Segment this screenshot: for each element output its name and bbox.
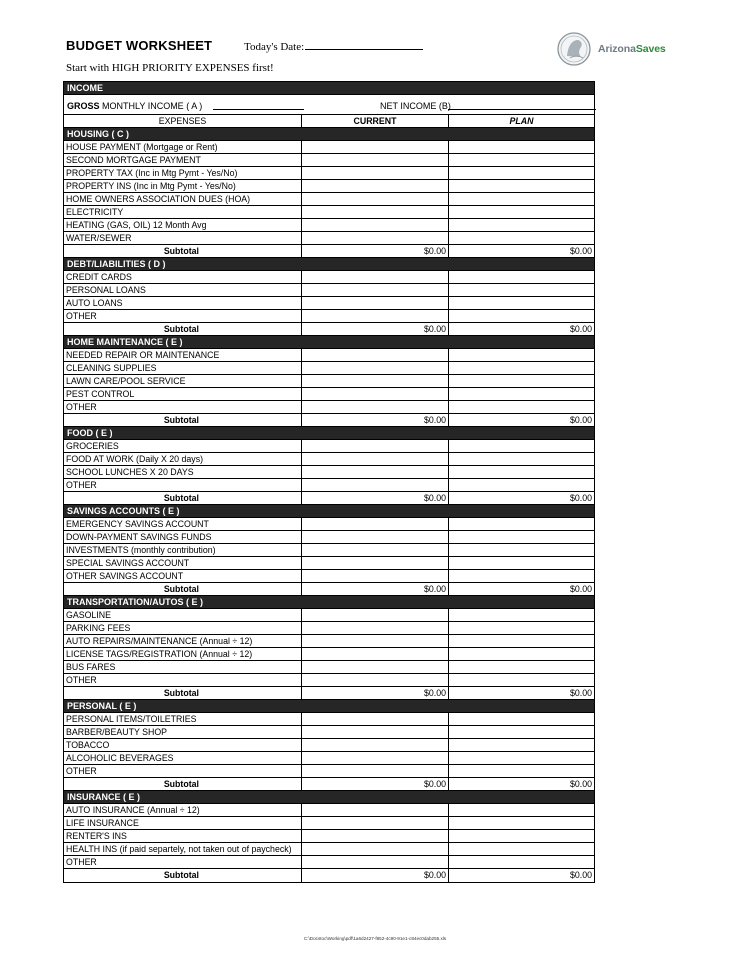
expense-row <box>64 752 594 765</box>
current-cell[interactable] <box>302 752 449 764</box>
plan-subtotal: $0.00 <box>569 688 592 698</box>
expense-row <box>64 765 594 778</box>
current-cell[interactable] <box>302 297 449 309</box>
expense-label: ELECTRICITY <box>64 206 302 218</box>
expense-label: HOUSE PAYMENT (Mortgage or Rent) <box>64 141 302 153</box>
plan-cell[interactable] <box>449 726 594 738</box>
plan-cell[interactable] <box>449 557 594 569</box>
expense-label: SECOND MORTGAGE PAYMENT <box>64 154 302 166</box>
expense-row <box>64 635 594 648</box>
current-cell[interactable] <box>302 388 449 400</box>
subtotal-row <box>64 869 594 882</box>
current-cell[interactable] <box>302 518 449 530</box>
current-subtotal: $0.00 <box>302 323 449 335</box>
current-cell[interactable] <box>302 830 449 842</box>
coin-icon <box>556 31 594 67</box>
plan-cell[interactable] <box>449 310 594 322</box>
expense-row <box>64 674 594 687</box>
subtotal-label: Subtotal <box>64 687 302 699</box>
section-header: FOOD ( E ) <box>64 427 594 440</box>
subtotal-row <box>64 245 594 258</box>
current-cell[interactable] <box>302 466 449 478</box>
expense-row <box>64 648 594 661</box>
expense-label: LICENSE TAGS/REGISTRATION (Annual ÷ 12) <box>64 648 302 660</box>
current-subtotal: $0.00 <box>302 414 449 426</box>
expense-row <box>64 622 594 635</box>
current-cell[interactable] <box>302 544 449 556</box>
current-subtotal: $0.00 <box>302 687 449 699</box>
plan-cell[interactable] <box>449 349 594 361</box>
logo-text: ArizonaSaves <box>598 43 666 55</box>
plan-cell[interactable] <box>449 440 594 452</box>
expense-label: LIFE INSURANCE <box>64 817 302 829</box>
current-cell[interactable] <box>302 661 449 673</box>
subtotal-row <box>64 583 594 596</box>
subtotal-label: Subtotal <box>64 245 302 257</box>
plan-cell[interactable] <box>449 453 594 465</box>
section-header: SAVINGS ACCOUNTS ( E ) <box>64 505 594 518</box>
budget-table <box>63 81 595 883</box>
expense-label: HEATING (GAS, OIL) 12 Month Avg <box>64 219 302 231</box>
expense-label: DOWN-PAYMENT SAVINGS FUNDS <box>64 531 302 543</box>
expense-row <box>64 440 594 453</box>
expense-row <box>64 804 594 817</box>
expense-row <box>64 167 594 180</box>
column-header-row <box>64 115 594 128</box>
expense-label: AUTO INSURANCE (Annual ÷ 12) <box>64 804 302 816</box>
plan-cell[interactable] <box>449 817 594 829</box>
current-cell[interactable] <box>302 843 449 855</box>
current-cell[interactable] <box>302 622 449 634</box>
plan-cell[interactable] <box>449 193 594 205</box>
current-subtotal: $0.00 <box>302 492 449 504</box>
expense-row <box>64 297 594 310</box>
expense-row <box>64 479 594 492</box>
current-cell[interactable] <box>302 219 449 231</box>
expense-row <box>64 193 594 206</box>
plan-cell[interactable] <box>449 830 594 842</box>
date-line[interactable] <box>305 40 423 50</box>
file-path-footer: C:\Docstoc\Working\pdf\1a6d2427-f852-4c90-91e1-c84ec0dab255.xls <box>303 936 447 941</box>
plan-cell[interactable] <box>449 219 594 231</box>
expense-label: INVESTMENTS (monthly contribution) <box>64 544 302 556</box>
current-cell[interactable] <box>302 154 449 166</box>
current-cell[interactable] <box>302 271 449 283</box>
subtotal-label: Subtotal <box>64 778 302 790</box>
expense-row <box>64 232 594 245</box>
current-cell[interactable] <box>302 804 449 816</box>
expense-row <box>64 375 594 388</box>
section-header: DEBT/LIABILITIES ( D ) <box>64 258 594 271</box>
expense-row <box>64 531 594 544</box>
expense-sections <box>64 128 594 882</box>
page-title: BUDGET WORKSHEET <box>66 38 213 53</box>
plan-cell[interactable] <box>449 167 594 179</box>
expense-label: OTHER <box>64 765 302 777</box>
current-cell[interactable] <box>302 557 449 569</box>
net-income-label: NET INCOME (B) <box>380 101 451 111</box>
expense-row <box>64 388 594 401</box>
plan-subtotal: $0.00 <box>569 324 592 334</box>
expense-row <box>64 180 594 193</box>
subtotal-label: Subtotal <box>64 323 302 335</box>
current-subtotal: $0.00 <box>302 869 449 882</box>
expense-row <box>64 609 594 622</box>
plan-subtotal: $0.00 <box>569 870 592 880</box>
expense-label: OTHER <box>64 479 302 491</box>
todays-date <box>244 40 423 53</box>
expense-label: AUTO REPAIRS/MAINTENANCE (Annual ÷ 12) <box>64 635 302 647</box>
expense-label: PROPERTY TAX (Inc in Mtg Pymt - Yes/No) <box>64 167 302 179</box>
current-cell[interactable] <box>302 310 449 322</box>
expense-row <box>64 401 594 414</box>
current-subtotal: $0.00 <box>302 245 449 257</box>
plan-subtotal: $0.00 <box>569 779 592 789</box>
plan-cell[interactable] <box>449 401 594 413</box>
expense-row <box>64 154 594 167</box>
plan-cell[interactable] <box>449 674 594 686</box>
plan-cell[interactable] <box>449 141 594 153</box>
expense-row <box>64 726 594 739</box>
plan-cell[interactable] <box>449 362 594 374</box>
plan-cell[interactable] <box>449 713 594 725</box>
plan-subtotal: $0.00 <box>569 584 592 594</box>
expense-row <box>64 271 594 284</box>
subtitle: Start with HIGH PRIORITY EXPENSES first! <box>66 62 274 74</box>
current-header: CURRENT <box>302 115 449 127</box>
current-cell[interactable] <box>302 193 449 205</box>
current-cell[interactable] <box>302 232 449 244</box>
expense-label: HEALTH INS (if paid separtely, not taken out of paycheck) <box>64 843 302 855</box>
current-cell[interactable] <box>302 648 449 660</box>
current-cell[interactable] <box>302 609 449 621</box>
section-header: TRANSPORTATION/AUTOS ( E ) <box>64 596 594 609</box>
expense-row <box>64 544 594 557</box>
expense-row <box>64 570 594 583</box>
expense-label: OTHER <box>64 401 302 413</box>
plan-cell[interactable] <box>449 765 594 777</box>
current-cell[interactable] <box>302 817 449 829</box>
subtotal-label: Subtotal <box>64 414 302 426</box>
plan-cell[interactable] <box>449 479 594 491</box>
expense-label: CREDIT CARDS <box>64 271 302 283</box>
current-cell[interactable] <box>302 375 449 387</box>
expense-row <box>64 206 594 219</box>
expense-label: LAWN CARE/POOL SERVICE <box>64 375 302 387</box>
plan-subtotal: $0.00 <box>569 415 592 425</box>
expense-label: OTHER <box>64 856 302 868</box>
expense-label: PROPERTY INS (Inc in Mtg Pymt - Yes/No) <box>64 180 302 192</box>
expense-label: CLEANING SUPPLIES <box>64 362 302 374</box>
plan-cell[interactable] <box>449 609 594 621</box>
current-cell[interactable] <box>302 206 449 218</box>
gross-income-field[interactable] <box>213 109 304 110</box>
expense-label: PERSONAL LOANS <box>64 284 302 296</box>
plan-subtotal: $0.00 <box>569 246 592 256</box>
expense-row <box>64 856 594 869</box>
plan-cell[interactable] <box>449 154 594 166</box>
expense-label: GROCERIES <box>64 440 302 452</box>
expense-row <box>64 284 594 297</box>
subtotal-row <box>64 323 594 336</box>
arizona-saves-logo <box>556 31 686 67</box>
plan-cell[interactable] <box>449 206 594 218</box>
expense-row <box>64 310 594 323</box>
subtotal-row <box>64 414 594 427</box>
current-cell[interactable] <box>302 856 449 868</box>
expense-label: HOME OWNERS ASSOCIATION DUES (HOA) <box>64 193 302 205</box>
current-cell[interactable] <box>302 180 449 192</box>
expense-row <box>64 518 594 531</box>
expense-row <box>64 219 594 232</box>
expense-label: OTHER <box>64 674 302 686</box>
subtotal-label: Subtotal <box>64 583 302 595</box>
gross-income-label: GROSS MONTHLY INCOME ( A ) <box>67 101 203 111</box>
net-income-field[interactable] <box>448 109 596 110</box>
subtotal-label: Subtotal <box>64 869 302 882</box>
current-cell[interactable] <box>302 635 449 647</box>
plan-cell[interactable] <box>449 232 594 244</box>
income-band: INCOME <box>64 82 594 95</box>
expense-row <box>64 830 594 843</box>
plan-cell[interactable] <box>449 518 594 530</box>
current-subtotal: $0.00 <box>302 778 449 790</box>
plan-cell[interactable] <box>449 752 594 764</box>
expense-label: SPECIAL SAVINGS ACCOUNT <box>64 557 302 569</box>
expense-label: EMERGENCY SAVINGS ACCOUNT <box>64 518 302 530</box>
expense-row <box>64 739 594 752</box>
expense-label: WATER/SEWER <box>64 232 302 244</box>
plan-cell[interactable] <box>449 297 594 309</box>
current-cell[interactable] <box>302 349 449 361</box>
plan-cell[interactable] <box>449 856 594 868</box>
plan-cell[interactable] <box>449 271 594 283</box>
plan-header: PLAN <box>509 116 534 126</box>
plan-cell[interactable] <box>449 375 594 387</box>
subtotal-row <box>64 687 594 700</box>
plan-cell[interactable] <box>449 544 594 556</box>
expense-label: PARKING FEES <box>64 622 302 634</box>
current-cell[interactable] <box>302 713 449 725</box>
plan-cell[interactable] <box>449 648 594 660</box>
subtotal-row <box>64 492 594 505</box>
expense-row <box>64 713 594 726</box>
date-label: Today's Date: <box>244 41 305 53</box>
expense-label: SCHOOL LUNCHES X 20 DAYS <box>64 466 302 478</box>
section-header: HOME MAINTENANCE ( E ) <box>64 336 594 349</box>
current-cell[interactable] <box>302 531 449 543</box>
current-cell[interactable] <box>302 284 449 296</box>
current-cell[interactable] <box>302 401 449 413</box>
expense-row <box>64 466 594 479</box>
current-cell[interactable] <box>302 362 449 374</box>
expense-label: RENTER'S INS <box>64 830 302 842</box>
plan-cell[interactable] <box>449 570 594 582</box>
expenses-header: EXPENSES <box>64 115 302 127</box>
expense-label: ALCOHOLIC BEVERAGES <box>64 752 302 764</box>
expense-label: PEST CONTROL <box>64 388 302 400</box>
expense-label: BARBER/BEAUTY SHOP <box>64 726 302 738</box>
current-cell[interactable] <box>302 570 449 582</box>
expense-row <box>64 557 594 570</box>
plan-cell[interactable] <box>449 622 594 634</box>
section-header: PERSONAL ( E ) <box>64 700 594 713</box>
current-cell[interactable] <box>302 739 449 751</box>
expense-row <box>64 141 594 154</box>
expense-label: GASOLINE <box>64 609 302 621</box>
expense-row <box>64 349 594 362</box>
plan-subtotal: $0.00 <box>569 493 592 503</box>
current-cell[interactable] <box>302 167 449 179</box>
expense-label: OTHER SAVINGS ACCOUNT <box>64 570 302 582</box>
income-row <box>64 95 594 115</box>
expense-label: PERSONAL ITEMS/TOILETRIES <box>64 713 302 725</box>
expense-row <box>64 843 594 856</box>
plan-cell[interactable] <box>449 531 594 543</box>
plan-cell[interactable] <box>449 661 594 673</box>
plan-cell[interactable] <box>449 180 594 192</box>
expense-label: FOOD AT WORK (Daily X 20 days) <box>64 453 302 465</box>
plan-cell[interactable] <box>449 739 594 751</box>
current-cell[interactable] <box>302 765 449 777</box>
current-cell[interactable] <box>302 479 449 491</box>
expense-label: NEEDED REPAIR OR MAINTENANCE <box>64 349 302 361</box>
section-header: INSURANCE ( E ) <box>64 791 594 804</box>
plan-cell[interactable] <box>449 843 594 855</box>
expense-label: OTHER <box>64 310 302 322</box>
expense-row <box>64 661 594 674</box>
expense-label: TOBACCO <box>64 739 302 751</box>
expense-label: BUS FARES <box>64 661 302 673</box>
plan-cell[interactable] <box>449 804 594 816</box>
subtotal-label: Subtotal <box>64 492 302 504</box>
subtotal-row <box>64 778 594 791</box>
expense-row <box>64 817 594 830</box>
expense-row <box>64 453 594 466</box>
expense-row <box>64 362 594 375</box>
current-cell[interactable] <box>302 453 449 465</box>
plan-cell[interactable] <box>449 284 594 296</box>
section-header: HOUSING ( C ) <box>64 128 594 141</box>
plan-cell[interactable] <box>449 466 594 478</box>
current-cell[interactable] <box>302 726 449 738</box>
plan-cell[interactable] <box>449 635 594 647</box>
current-cell[interactable] <box>302 141 449 153</box>
current-cell[interactable] <box>302 674 449 686</box>
plan-cell[interactable] <box>449 388 594 400</box>
current-cell[interactable] <box>302 440 449 452</box>
expense-label: AUTO LOANS <box>64 297 302 309</box>
current-subtotal: $0.00 <box>302 583 449 595</box>
